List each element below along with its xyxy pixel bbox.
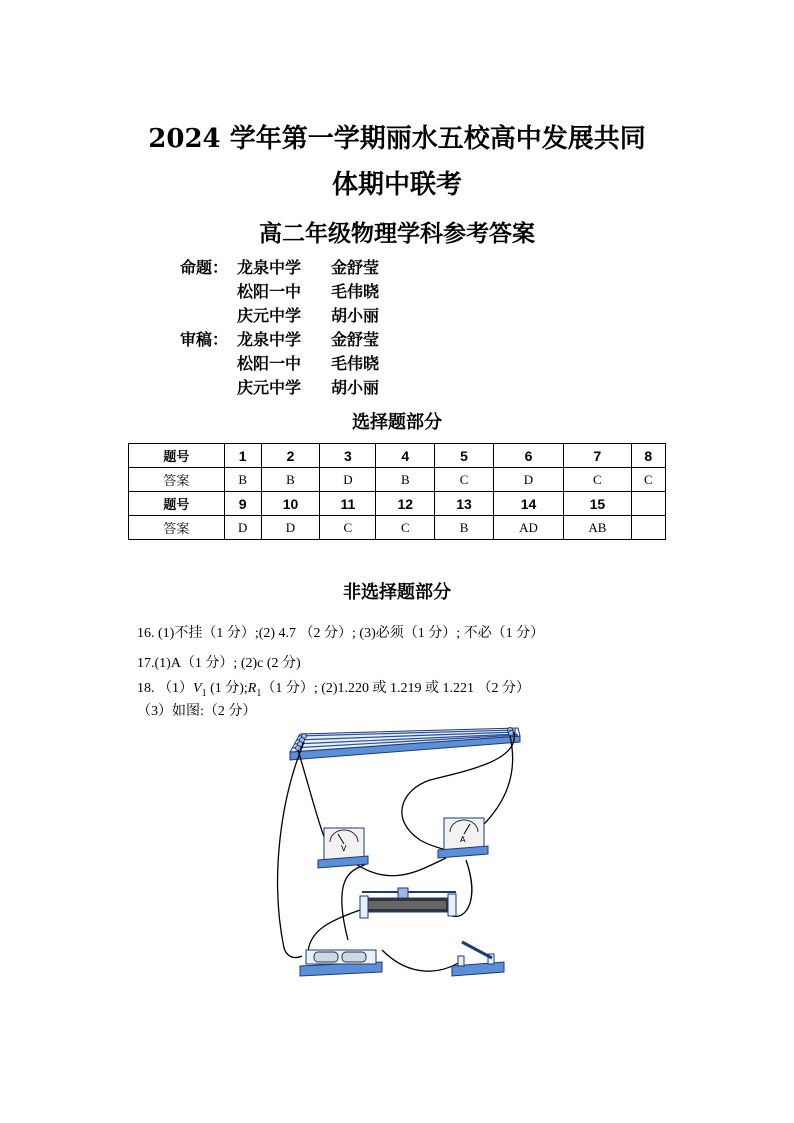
q18-suffix: （1 分）; (2)1.220 或 1.219 或 1.221 （2 分） [261, 681, 531, 696]
table-cell: AB [564, 516, 632, 540]
credit-name: 金舒莹 [331, 330, 380, 349]
credit-name: 金舒莹 [331, 258, 380, 277]
table-row [129, 468, 666, 492]
table-cell: 10 [261, 492, 320, 516]
credit-role: 审稿： [180, 330, 229, 349]
table-cell: 7 [564, 444, 632, 468]
credit-name: 毛伟晓 [331, 282, 380, 301]
answer-q18 [137, 677, 530, 699]
table-cell: 9 [224, 492, 261, 516]
table-cell: 5 [435, 444, 494, 468]
battery-holder [300, 950, 382, 976]
table-cell: B [376, 468, 435, 492]
credit-role [180, 352, 237, 376]
q18-mid: (1 分); [206, 681, 248, 696]
credit-row [180, 352, 379, 376]
table-cell: B [261, 468, 320, 492]
subtitle: 高二年级物理学科参考答案 [259, 221, 535, 247]
credit-row [180, 280, 379, 304]
table-cell: C [320, 516, 376, 540]
credit-role [180, 304, 237, 328]
table-cell: 12 [376, 492, 435, 516]
nonmc-section-title: 非选择题部分 [343, 582, 451, 603]
table-row [129, 444, 666, 468]
q18-r-subscript: 1 [256, 687, 262, 699]
title-line-2: 体期中联考 [331, 170, 462, 200]
switch [452, 942, 504, 976]
table-cell: AD [493, 516, 563, 540]
table-cell: 13 [435, 492, 494, 516]
ammeter-label: A [460, 835, 466, 844]
credit-school: 庆元中学 [237, 306, 302, 325]
table-cell [631, 492, 665, 516]
rheostat [360, 888, 456, 918]
table-cell: D [320, 468, 376, 492]
credit-school: 龙泉中学 [237, 258, 302, 277]
table-cell: C [435, 468, 494, 492]
q18-r-symbol: R [247, 681, 257, 696]
table-row [129, 516, 666, 540]
table-cell: B [435, 516, 494, 540]
table-cell: 8 [631, 444, 665, 468]
answer-table [128, 443, 666, 540]
table-cell: D [493, 468, 563, 492]
table-cell: 4 [376, 444, 435, 468]
table-cell: 答案 [129, 468, 225, 492]
credit-school: 松阳一中 [237, 354, 302, 373]
credit-row [180, 304, 379, 328]
credits-block [180, 256, 379, 400]
credit-name: 毛伟晓 [331, 354, 380, 373]
credit-role [180, 280, 237, 304]
resistance-wire-board [290, 728, 520, 761]
table-row [129, 492, 666, 516]
credit-school: 庆元中学 [237, 378, 302, 397]
title-line-1: 2024 学年第一学期丽水五校高中发展共同 [148, 124, 646, 154]
credit-row [180, 376, 379, 400]
q18-v-subscript: 1 [201, 687, 207, 699]
ammeter [438, 818, 488, 858]
table-cell [631, 516, 665, 540]
table-cell: D [224, 516, 261, 540]
credit-name: 胡小丽 [331, 378, 380, 397]
table-cell: C [376, 516, 435, 540]
table-cell: 15 [564, 492, 632, 516]
table-cell: 题号 [129, 444, 225, 468]
voltmeter-label: V [341, 844, 347, 853]
table-cell: C [631, 468, 665, 492]
q18-v-symbol: V [193, 681, 202, 696]
table-cell: 14 [493, 492, 563, 516]
table-cell: 1 [224, 444, 261, 468]
table-cell: B [224, 468, 261, 492]
table-cell: D [261, 516, 320, 540]
credit-school: 松阳一中 [237, 282, 302, 301]
credit-school: 龙泉中学 [237, 330, 302, 349]
table-cell: 答案 [129, 516, 225, 540]
answer-q18-part3: （3）如图:（2 分） [137, 704, 257, 719]
mc-section-title: 选择题部分 [352, 412, 442, 433]
table-cell: 3 [320, 444, 376, 468]
credit-name: 胡小丽 [331, 306, 380, 325]
table-cell: 题号 [129, 492, 225, 516]
voltmeter [318, 828, 368, 868]
credit-role: 命题： [180, 258, 229, 277]
q18-prefix: 18. （1） [137, 681, 193, 696]
table-cell: 11 [320, 492, 376, 516]
answer-q16: 16. (1)不挂（1 分）;(2) 4.7 （2 分）; (3)必须（1 分）; 不必（1 分） [137, 626, 545, 641]
answer-q17: 17.(1)A（1 分）; (2)c (2 分) [137, 656, 301, 671]
table-cell: 6 [493, 444, 563, 468]
table-cell: 2 [261, 444, 320, 468]
table-cell: C [564, 468, 632, 492]
credit-row [180, 328, 379, 352]
credit-row [180, 256, 379, 280]
circuit-diagram [270, 720, 530, 982]
credit-role [180, 376, 237, 400]
